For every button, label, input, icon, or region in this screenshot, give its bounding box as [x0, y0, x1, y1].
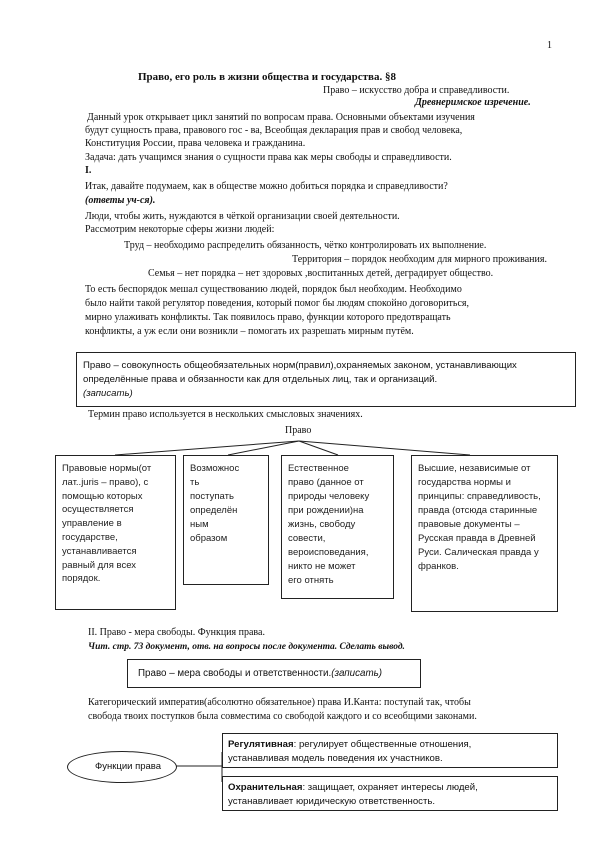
intro-line-1: Данный урок открывает цикл занятий по вопросам права. Основными объектами изучения — [87, 112, 475, 123]
kant-line-2: свобода твоих поступков была совместима со свободой каждого и со всеобщими законами. — [88, 711, 477, 722]
conclusion-line-1: То есть беспорядок мешал существованию людей, порядок был необходим. Необходимо — [85, 284, 462, 295]
intro-line-3: Конституция России, права человека и гражданина. — [85, 138, 306, 149]
meaning-1-line: помощью которых — [62, 490, 143, 502]
meaning-3-line: Естественное — [288, 463, 349, 474]
sphere-labor: Труд – необходимо распределить обязанность, чётко контролировать их выполнение. — [124, 240, 487, 251]
definition-note: (записать) — [83, 388, 133, 399]
meaning-text-2 — [190, 462, 239, 546]
meaning-4-line: правовые документы – — [418, 519, 520, 530]
function-protective-desc: : защищает, охраняет интересы людей, — [302, 782, 478, 793]
diagram-root-label: Право — [285, 425, 312, 436]
meaning-1-line: Правовые нормы(от — [62, 463, 152, 474]
meaning-4-line: франков. — [418, 561, 459, 572]
meaning-2-line: Возможнос — [190, 463, 240, 474]
definition-line-1: Право – совокупность общеобязательных норм(правил),охраняемых законом, устанавливающих — [83, 360, 517, 371]
section-2-title: II. Право - мера свободы. Функция права. — [88, 627, 265, 638]
meaning-4-line: правда (отсюда старинные — [418, 505, 538, 516]
epigraph-quote: Право – искусство добра и справедливости. — [323, 85, 510, 96]
meaning-1-line: лат..juris – право), с — [62, 476, 149, 488]
functions-ellipse — [67, 751, 177, 783]
sphere-family: Семья – нет порядка – нет здоровых ,воспитанных детей, деградирует общество. — [148, 268, 494, 279]
intro-line-2: будут сущность права, правового гос - ва, Всеобщая декларация прав и свобод человека, — [85, 125, 463, 136]
function-protective-line-2: устанавливает юридическую ответственность. — [228, 796, 436, 807]
meaning-4-line: Высшие, независимые от — [418, 463, 531, 474]
meaning-text-4 — [418, 462, 541, 574]
function-protective-name: Охранительная — [228, 782, 303, 793]
function-regulatory-line-2: устанавливая модель поведения их участников. — [228, 753, 443, 764]
question-answer-note: (ответы уч-ся). — [85, 195, 156, 206]
meaning-2-line: образом — [190, 533, 228, 544]
conclusion-line-3: мирно улаживать конфликты. Так появилось право, функции которого предотвращать — [85, 312, 451, 323]
freedom-definition: Право – мера свободы и ответственности. — [138, 668, 332, 679]
meaning-4-line: принципы: справедливость, — [418, 491, 541, 502]
meaning-3-line: его отнять — [288, 575, 334, 586]
meaning-3-line: право (данное от — [288, 477, 364, 488]
function-box-regulatory — [222, 733, 558, 768]
meaning-3-line: при рождении)на — [288, 505, 364, 516]
spheres-intro: Рассмотрим некоторые сферы жизни людей: — [85, 224, 275, 235]
meaning-1-line: осуществляется — [62, 504, 134, 516]
section-1-number: I. — [85, 165, 92, 176]
freedom-box — [127, 659, 421, 688]
connector-line-4 — [299, 441, 470, 455]
function-regulatory-name: Регулятивная — [228, 739, 294, 750]
meaning-box-possibility — [183, 455, 269, 585]
meaning-1-line: управление в — [62, 518, 122, 530]
definition-line-2: определённые права и обязанности как для отдельных лиц, так и организаций. — [83, 374, 438, 385]
meaning-3-line: вероисповедания, — [288, 547, 369, 558]
meaning-1-line: государстве, — [62, 531, 118, 543]
freedom-note: (записать) — [331, 668, 383, 679]
sphere-territory: Территория – порядок необходим для мирного проживания. — [292, 254, 547, 265]
conclusion-line-2: было найти такой регулятор поведения, который помог бы людям спокойно договориться, — [85, 298, 470, 309]
kant-line-1: Категорический императив(абсолютно обязательное) права И.Канта: поступай так, чтобы — [88, 697, 471, 708]
meaning-2-line: определён — [190, 505, 238, 516]
meaning-text-3 — [288, 462, 369, 588]
definition-box — [76, 352, 576, 407]
meaning-4-line: Руси. Салическая правда у — [418, 547, 539, 558]
meaning-2-line: ным — [190, 519, 209, 530]
task-line: Задача: дать учащимся знания о сущности права как меры свободы и справедливости. — [85, 152, 452, 163]
meaning-text-1 — [62, 462, 151, 586]
page-number: 1 — [547, 40, 552, 51]
meaning-2-line: ть — [190, 477, 200, 488]
question-line: Итак, давайте подумаем, как в обществе можно добиться порядка и справедливости? — [85, 181, 448, 192]
function-regulatory-desc: : регулирует общественные отношения, — [293, 739, 472, 750]
people-line: Люди, чтобы жить, нуждаются в чёткой организации своей деятельности. — [85, 211, 400, 222]
meaning-3-line: жизнь, свободу — [288, 519, 356, 530]
function-box-protective — [222, 776, 558, 811]
function-protective-line-1 — [228, 782, 478, 795]
meaning-box-legal-norms — [55, 455, 176, 610]
meaning-3-line: совести, — [288, 533, 326, 544]
connector-line-1 — [115, 441, 299, 455]
meaning-2-line: поступать — [190, 491, 234, 502]
meaning-4-line: государства нормы и — [418, 477, 511, 488]
function-regulatory-line-1 — [228, 739, 471, 752]
section-2-task: Чит. стр. 73 документ, отв. на вопросы после документа. Сделать вывод. — [88, 642, 405, 652]
meaning-box-natural-law — [281, 455, 394, 599]
connector-line-2 — [228, 441, 299, 455]
meaning-4-line: Русская правда в Древней — [418, 533, 536, 544]
functions-label: Функции права — [95, 761, 162, 772]
meaning-box-higher-norms — [411, 455, 558, 612]
meaning-1-line: устанавливается — [62, 545, 137, 557]
conclusion-line-4: конфликты, а уж если они возникли – помогать их разрешать мирным путём. — [85, 326, 414, 337]
connector-line-3 — [299, 441, 338, 455]
meaning-1-line: равный для всех — [62, 559, 137, 571]
epigraph-source: Древнеримское изречение. — [415, 97, 531, 108]
meaning-3-line: никто не может — [288, 561, 356, 572]
page-title: Право, его роль в жизни общества и государства. §8 — [138, 71, 396, 83]
meaning-3-line: природы человеку — [288, 491, 370, 502]
meaning-1-line: порядок. — [62, 573, 101, 585]
meanings-line: Термин право используется в нескольких смысловых значениях. — [88, 409, 363, 420]
freedom-text — [138, 668, 382, 681]
